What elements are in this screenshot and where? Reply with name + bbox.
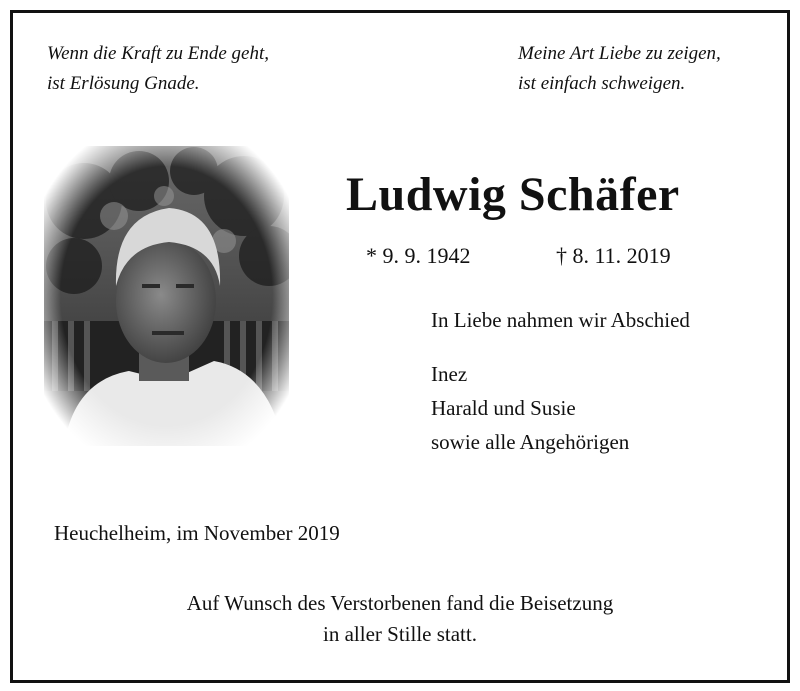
verse-left-line: Wenn die Kraft zu Ende geht, [47, 43, 269, 64]
verse-left [47, 39, 269, 99]
mourner: Harald und Susie [431, 396, 576, 420]
mourner: sowie alle Angehörigen [431, 430, 630, 454]
mourners-list [431, 357, 629, 459]
farewell-text: In Liebe nahmen wir Abschied [431, 308, 690, 332]
deceased-name: Ludwig Schäfer [346, 168, 680, 221]
closing-line: Auf Wunsch des Verstorbenen fand die Beisetzung [186, 591, 614, 615]
verse-left-line: ist Erlösung Gnade. [47, 73, 200, 94]
birth-date: * 9. 9. 1942 [366, 243, 471, 268]
death-date: † 8. 11. 2019 [556, 243, 671, 268]
verse-right-line: ist einfach schweigen. [518, 73, 686, 94]
closing-line: in aller Stille statt. [323, 622, 477, 646]
mourner: Inez [431, 362, 468, 386]
verse-right [518, 39, 721, 99]
closing-note [0, 588, 800, 650]
place-date: Heuchelheim, im November 2019 [54, 521, 340, 545]
verse-right-line: Meine Art Liebe zu zeigen, [518, 43, 721, 64]
portrait-photo [44, 146, 289, 446]
